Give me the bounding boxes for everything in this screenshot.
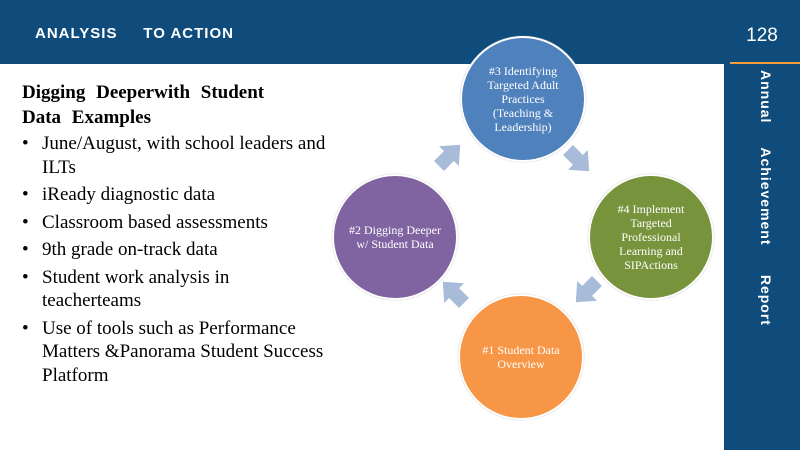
vertical-report-title: Annual Achievement Report [758,70,774,326]
content-panel [22,80,332,391]
header-bar [0,0,724,64]
bullet-item: • Use of tools such as Performance Matters &Panorama Student Success Platform [22,317,332,388]
bullet-item: • Student work analysis in teacherteams [22,266,332,313]
bullet-item: • Classroom based assessments [22,211,332,235]
cycle-node-4: #4 Implement Targeted Professional Learning and SIPActions [588,174,714,300]
page-number: 128 [746,25,778,46]
cycle-node-1: #1 Student Data Overview [458,294,584,420]
cycle-node-3: #3 Identifying Targeted Adult Practices (Teaching & Leadership) [460,36,586,162]
content-heading [22,80,332,130]
bullet-item: • 9th grade on-track data [22,238,332,262]
accent-line [730,62,800,64]
bullet-list [22,132,332,387]
cycle-node-2: #2 Digging Deeper w/ Student Data [332,174,458,300]
arrow-up-right-icon [429,135,470,176]
arrow-down-left-icon [566,271,607,312]
slide-title: ANALYSIS TO ACTION [35,25,234,42]
bullet-item: • June/August, with school leaders and ILTs [22,132,332,179]
bullet-item: • iReady diagnostic data [22,183,332,207]
heading-line-1: Digging Deeperwith Student [22,82,265,103]
heading-line-2: Data Examples [22,107,151,128]
